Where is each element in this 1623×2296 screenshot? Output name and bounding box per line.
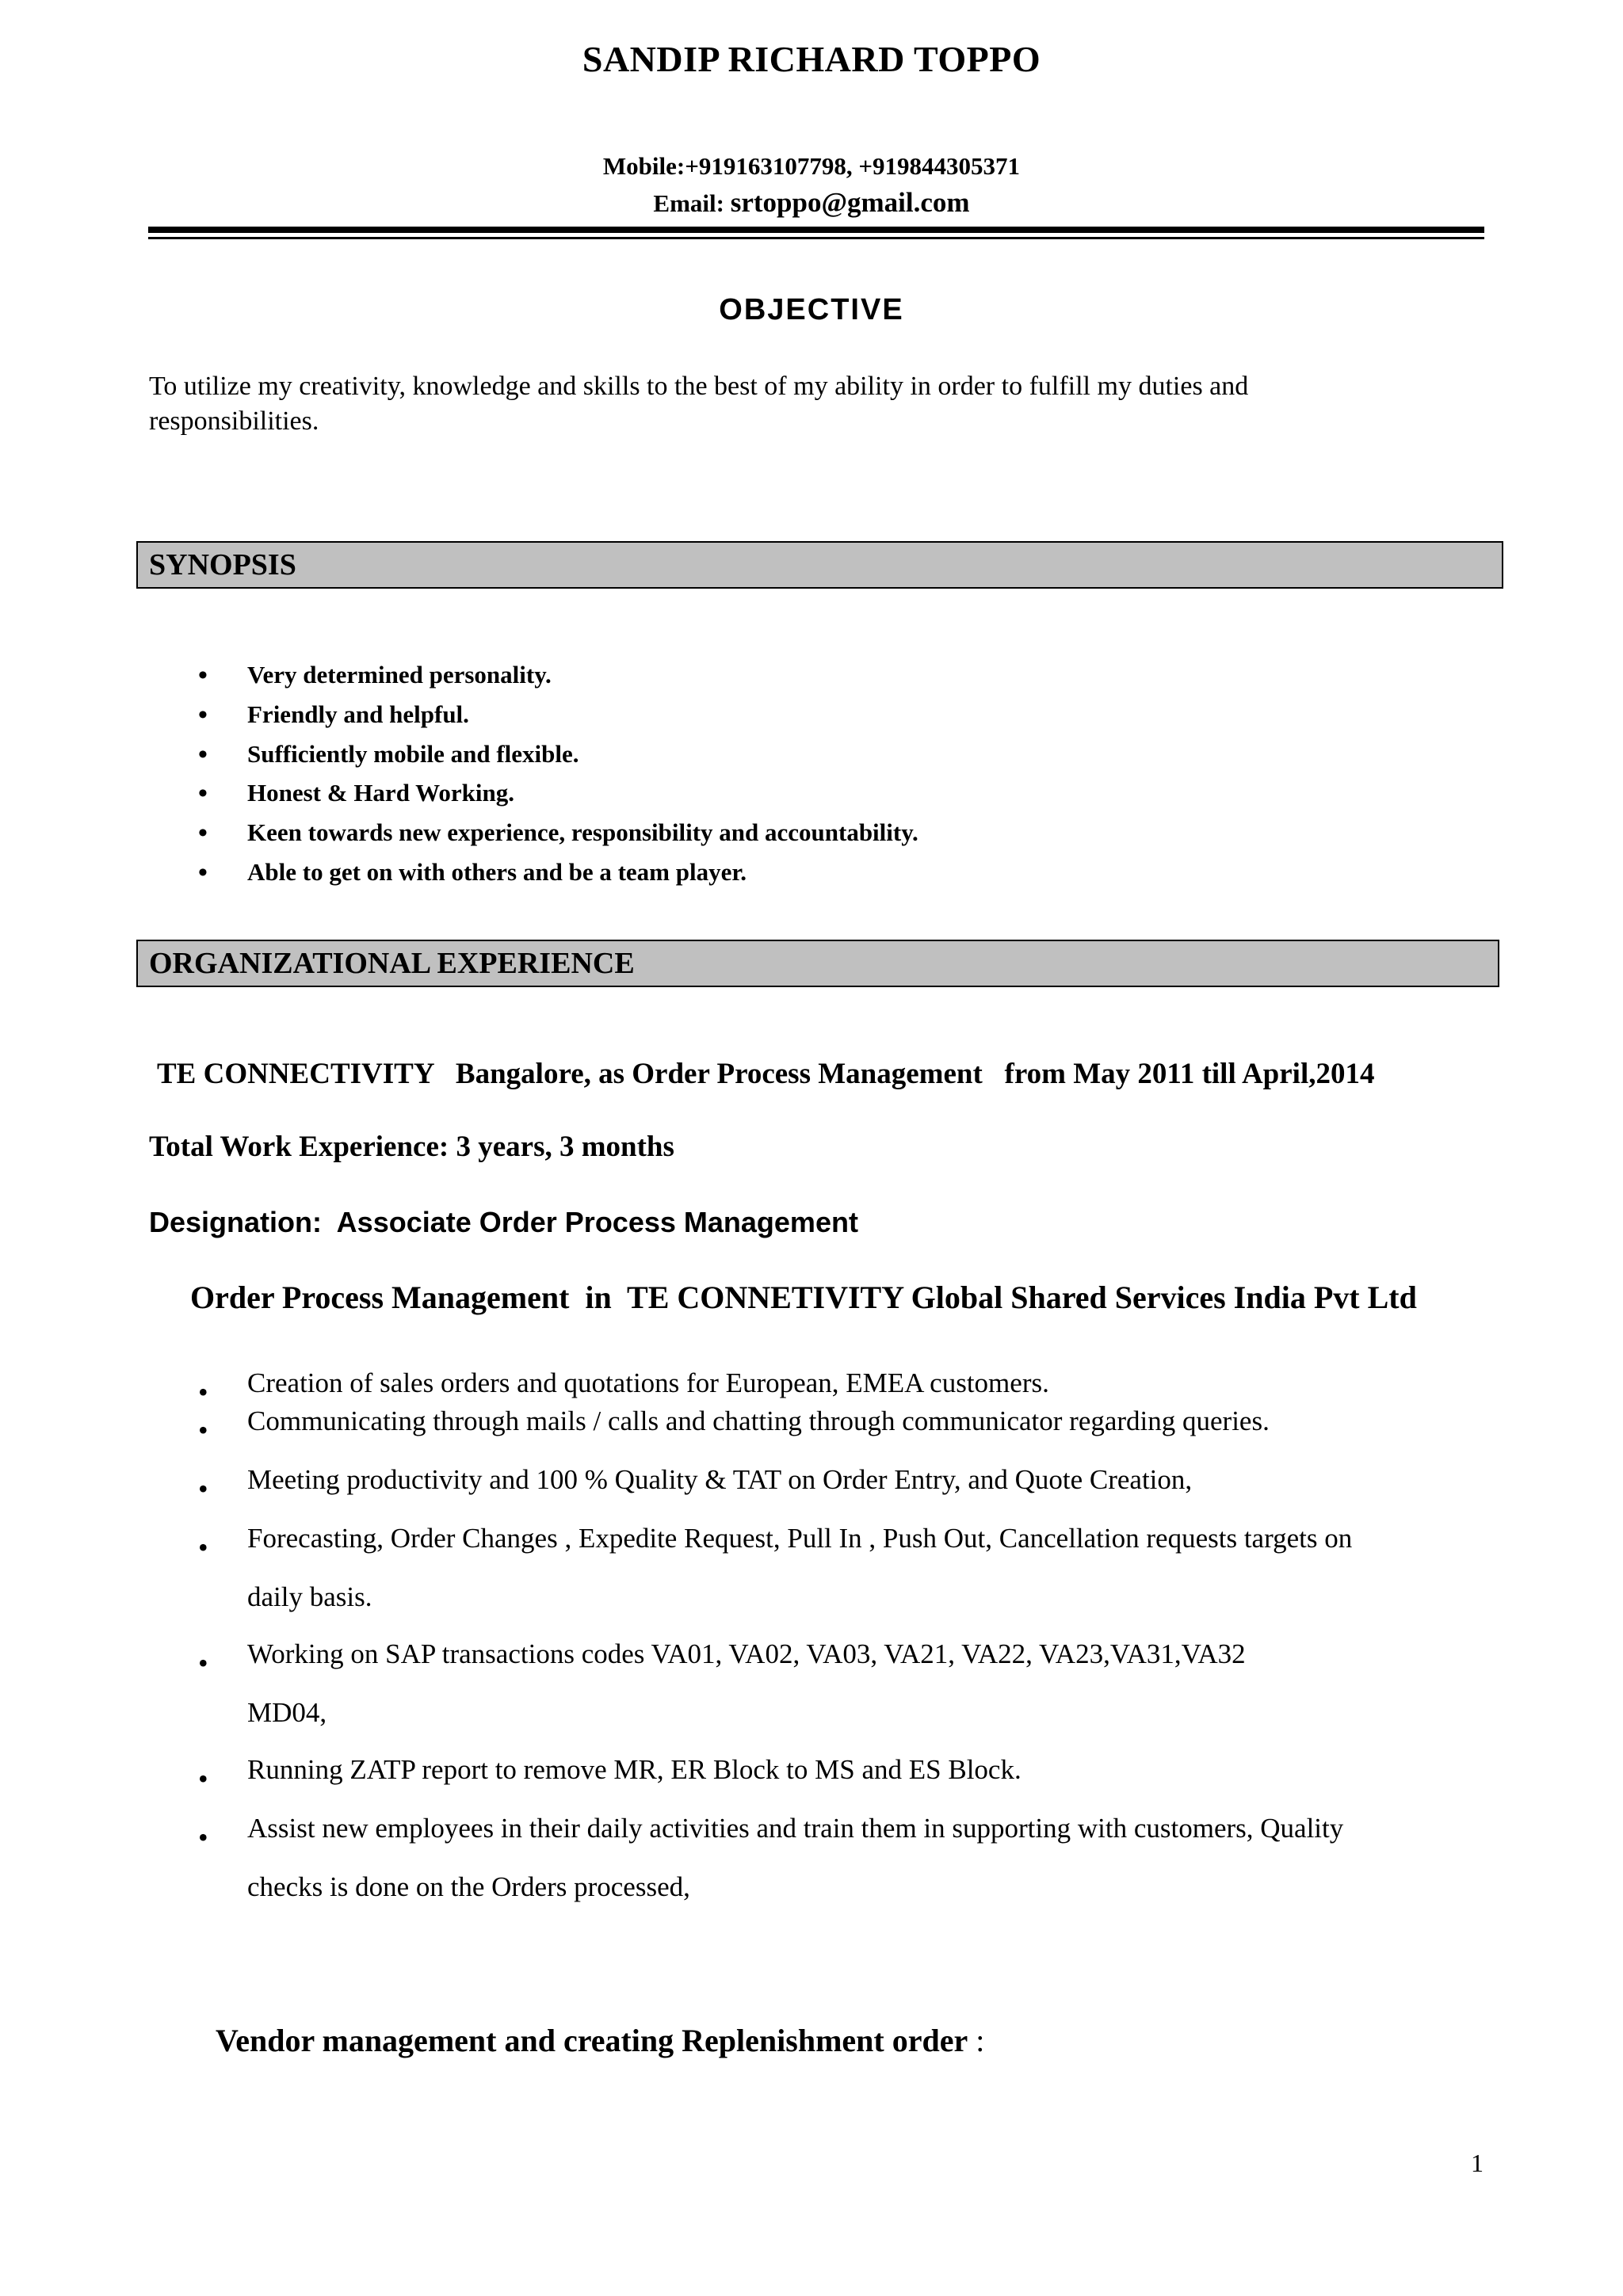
duty-item: Forecasting, Order Changes , Expedite Request, Pull In , Push Out, Cancellation requests targets on [247,1523,1353,1554]
objective-heading: OBJECTIVE [719,293,904,326]
duty-item-continuation: MD04, [247,1697,327,1728]
email-address: srtoppo@gmail.com [730,187,970,218]
synopsis-item: • Keen towards new experience, responsibility and accountability. [247,818,918,847]
synopsis-item: • Sufficiently mobile and flexible. [247,740,579,769]
vendor-heading-text: Vendor management and creating Replenishment order [216,2023,968,2058]
duty-item: Assist new employees in their daily activities and train them in supporting with customers, Quality [247,1813,1344,1844]
synopsis-item: • Very determined personality. [247,661,552,689]
bullet-icon: • [198,1821,208,1853]
header-divider-thin [148,237,1484,239]
synopsis-item: • Honest & Hard Working. [247,779,514,807]
synopsis-heading: SYNOPSIS [136,541,1503,589]
duty-item: Running ZATP report to remove MR, ER Block to MS and ES Block. [247,1754,1022,1785]
objective-line-1: To utilize my creativity, knowledge and skills to the best of my ability in order to fulfill my duties and [149,372,1249,401]
total-experience: Total Work Experience: 3 years, 3 months [149,1131,674,1163]
company-line: TE CONNECTIVITY Bangalore, as Order Process Management from May 2011 till April,2014 [157,1058,1375,1090]
bullet-icon: • [198,1473,208,1505]
duty-item: Meeting productivity and 100 % Quality & TAT on Order Entry, and Quote Creation, [247,1464,1193,1495]
bullet-icon: • [198,1414,208,1446]
duty-item-continuation: checks is done on the Orders processed, [247,1871,690,1902]
synopsis-item: • Able to get on with others and be a team player. [247,858,747,887]
bullet-icon: • [198,1376,208,1408]
designation: Designation: Associate Order Process Management [149,1206,858,1238]
synopsis-item: • Friendly and helpful. [247,700,469,729]
objective-line-2: responsibilities. [149,406,319,436]
vendor-heading [216,2022,984,2059]
bullet-icon: • [198,1531,208,1563]
header-divider-thick [148,227,1484,233]
objective-text [149,369,1480,439]
vendor-heading-colon: : [968,2023,985,2058]
candidate-name: SANDIP RICHARD TOPPO [582,39,1041,79]
page-number: 1 [1471,2149,1484,2177]
duty-item-continuation: daily basis. [247,1581,372,1612]
duty-item: Communicating through mails / calls and chatting through communicator regarding queries. [247,1405,1270,1436]
email-line: Email: srtoppo@gmail.com [653,187,970,218]
bullet-icon: • [198,1763,208,1794]
role-heading: Order Process Management in TE CONNETIVITY Global Shared Services India Pvt Ltd [190,1280,1417,1315]
bullet-icon: • [198,1647,208,1679]
duty-item: Creation of sales orders and quotations for European, EMEA customers. [247,1367,1049,1398]
mobile-numbers: Mobile:+919163107798, +919844305371 [602,152,1021,180]
duty-item: Working on SAP transactions codes VA01, VA02, VA03, VA21, VA22, VA23,VA31,VA32 [247,1638,1246,1669]
email-label: Email [653,189,716,217]
experience-heading: ORGANIZATIONAL EXPERIENCE [136,940,1499,987]
